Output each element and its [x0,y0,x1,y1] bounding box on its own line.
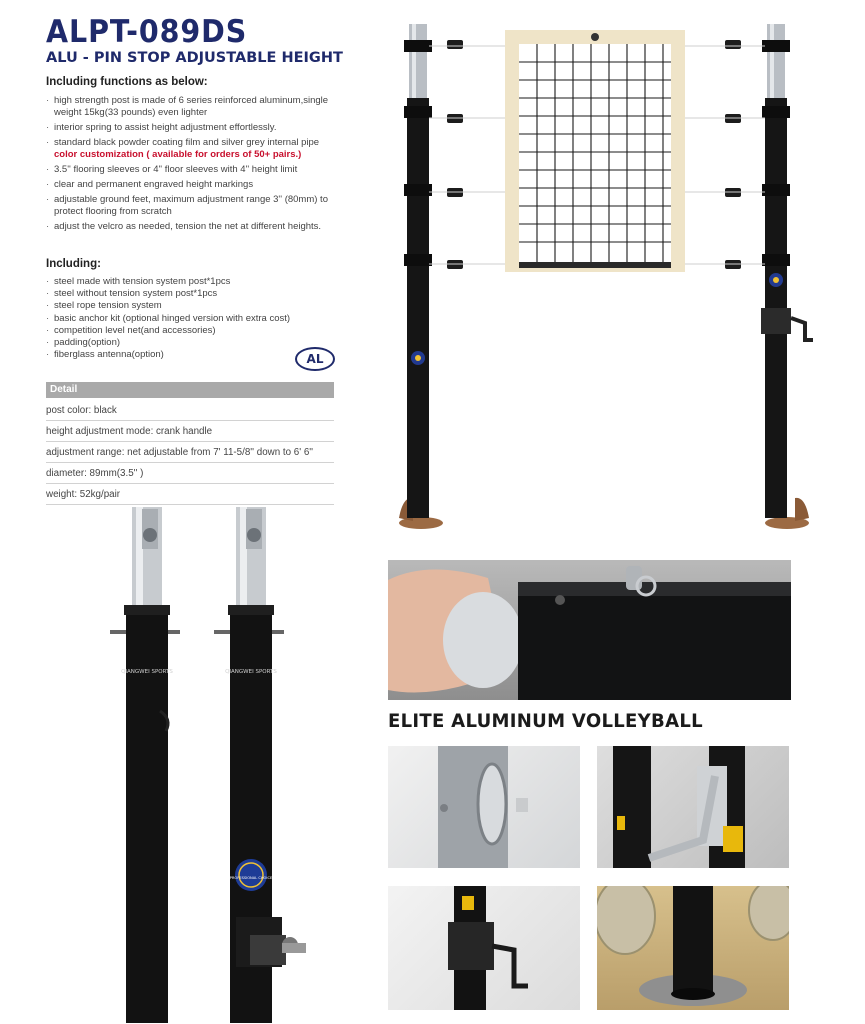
detail-row-adjustment-mode: height adjustment mode: crank handle [46,421,334,442]
gearbox-photo [388,886,580,1010]
crank-handle-photo [597,746,789,868]
product-subtitle: ALU - PIN STOP ADJUSTABLE HEIGHT [46,50,343,66]
list-item: · steel without tension system post*1pcs [46,288,336,300]
list-item: · padding(option) [46,337,336,349]
list-item: · competition level net(and accessories) [46,325,336,337]
list-item: · high strength post is made of 6 series reinforced aluminum,single weight 15kg(33 pounds) even lighter [46,95,346,119]
including-list [46,276,336,361]
post-logo-right: QIANGWEI SPORTS [225,669,277,675]
including-title: Including: [46,258,101,270]
detail-row-color: post color: black [46,400,334,421]
detail-header: Detail [46,382,334,398]
net-system-photo [385,18,825,538]
gallery-heading: ELITE ALUMINUM VOLLEYBALL [388,710,703,732]
floor-sleeve-photo [597,886,789,1010]
list-item: · clear and permanent engraved height markings [46,179,346,191]
detail-row-diameter: diameter: 89mm(3.5'' ) [46,463,334,484]
post-logo: QIANGWEI SPORTS [121,669,173,675]
al-badge: AL [295,347,335,371]
list-item: · basic anchor kit (optional hinged version with extra cost) [46,313,336,325]
list-item: · steel rope tension system [46,300,336,312]
list-item: · steel made with tension system post*1pcs [46,276,336,288]
detail-row-weight: weight: 52kg/pair [46,484,334,505]
list-item: · adjustable ground feet, maximum adjustment range 3'' (80mm) to protect flooring from scratch [46,194,346,218]
color-customization-note: color customization ( available for orders of 50+ pairs.) [54,149,302,160]
list-item: · standard black powder coating film and silver grey internal pipe color customization ( available for orders of 50+ pairs.) [46,137,346,161]
list-item: · adjust the velcro as needed, tension the net at different heights. [46,221,346,233]
pulley-photo [388,746,580,868]
posts-closeup-photo [100,505,320,1023]
list-item: · fiberglass antenna(option) [46,349,336,361]
detail-row-range: adjustment range: net adjustable from 7' 11-5/8'' down to 6' 6'' [46,442,334,463]
product-model: ALPT-089DS [46,14,248,50]
professional-choice-badge: PROFESSIONAL CHOICE [229,876,273,880]
pin-closeup-photo [388,560,791,700]
list-item: · 3.5'' flooring sleeves or 4'' floor sleeves with 4'' height limit [46,164,346,176]
functions-title: Including functions as below: [46,76,208,88]
list-item: · interior spring to assist height adjustment effortlessly. [46,122,346,134]
functions-list [46,95,346,236]
